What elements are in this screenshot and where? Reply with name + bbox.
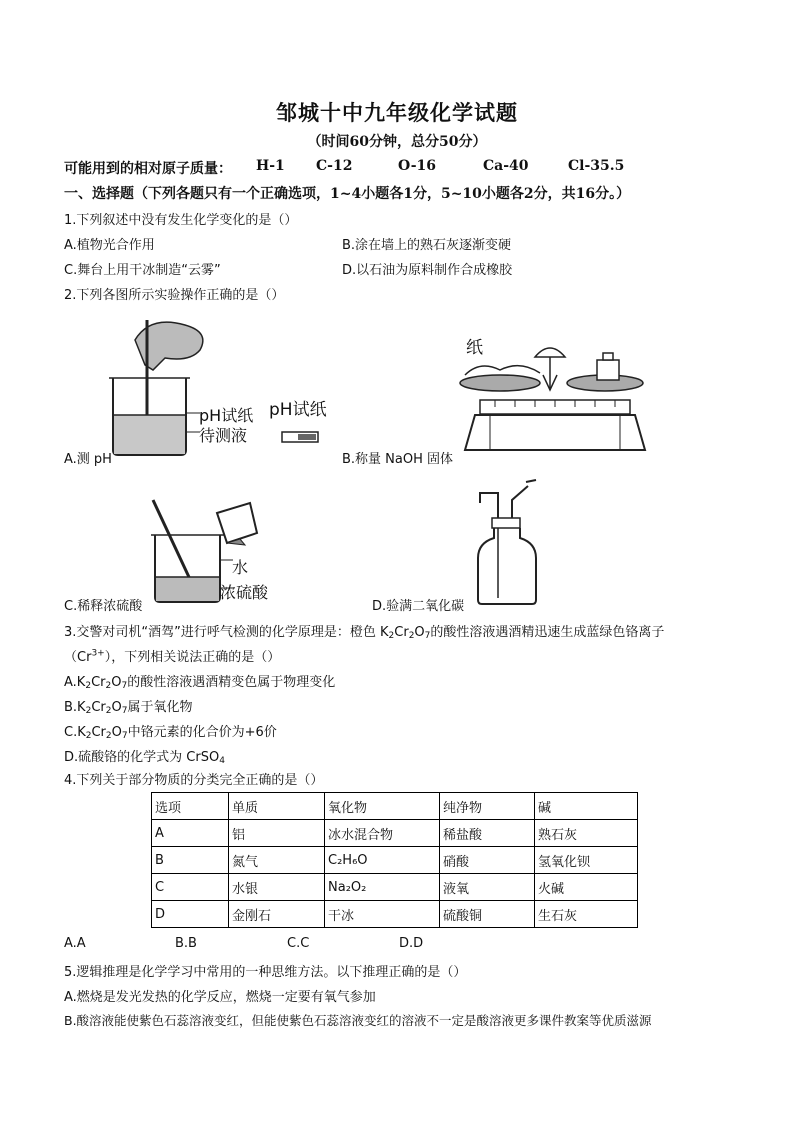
q1-option-b: B.涂在墙上的熟石灰逐渐变硬 [342,238,512,253]
q3-option-b: $B.K_2Cr_2O_7$属于氧化物 [64,700,193,716]
fig-c-label-water: 水 [232,558,249,577]
q3-stem2-post: ），下列相关说法正确的是（） [104,650,281,665]
atomic-mass-cl: Cl-35.5 [568,158,625,174]
fig-b-label-paper: 纸 [466,338,483,358]
q1-option-c: C.舞台上用干冰制造“云雾” [64,263,221,278]
q4-option-a: A.A [64,936,86,951]
table-header-cell: 单质 [229,793,325,820]
q4-option-b: B.B [175,936,197,951]
table-cell: C₂H₆O [325,847,440,874]
table-cell: 火碱 [535,874,638,901]
table-cell: 熟石灰 [535,820,638,847]
q4-option-c: C.C [287,936,310,951]
q3-b-post: 属于氧化物 [127,700,193,715]
table-cell: 硝酸 [440,847,535,874]
table-cell: 金刚石 [229,901,325,928]
table-row [152,874,638,901]
atomic-mass-h: H-1 [256,158,285,174]
table-cell: Na₂O₂ [325,874,440,901]
q2-option-d: D.验满二氧化碳 [372,599,465,614]
figure-balance [455,335,655,455]
q3-c-pre: C.K [64,725,86,740]
table-cell: 铝 [229,820,325,847]
q5-option-b: B.酸溶液能使紫色石蕊溶液变红，但能使紫色石蕊溶液变红的溶液不一定是酸溶液更多课件教案等优质滋源 [64,1013,652,1028]
q3-stem1-post: 的酸性溶液遇酒精迅速生成蓝绿色铬离子 [430,625,665,640]
question-1-stem: 1.下列叙述中没有发生化学变化的是（） [64,213,298,228]
table-cell: D [152,901,229,928]
table-row [152,901,638,928]
section-heading: 一、选择题（下列各题只有一个正确选项，1~4小题各1分，5~10小题各2分，共16分。） [64,186,631,202]
table-row [152,820,638,847]
fig-c-label-acid: 浓硫酸 [220,583,269,602]
table-header-row [152,793,638,820]
table-cell: C [152,874,229,901]
table-cell: 水银 [229,874,325,901]
atomic-mass-line [64,158,744,178]
q3-option-d [64,746,225,766]
q5-option-a: A.燃烧是发光发热的化学反应，燃烧一定要有氧气参加 [64,990,376,1005]
atomic-mass-o: O-16 [398,158,437,174]
table-cell: B [152,847,229,874]
q3-a-post: 的酸性溶液遇酒精变色属于物理变化 [127,675,336,690]
q3-d-pre: D.硫酸铬的化学式为 CrSO [64,750,220,765]
question-3-stem-line1: 3.交警对司机“酒驾”进行呼气检测的化学原理是：橙色 $K_2Cr_2O_7$的酸性溶液遇酒精迅速生成蓝绿色铬离子 [64,625,665,641]
q1-option-d: D.以石油为原料制作合成橡胶 [342,263,513,278]
question-4-stem: 4.下列关于部分物质的分类完全正确的是（） [64,773,324,788]
atomic-mass-c: C-12 [316,158,353,174]
table-cell: A [152,820,229,847]
atomic-mass-ca: Ca-40 [483,158,529,174]
table-cell: 干冰 [325,901,440,928]
table-header-cell: 选项 [152,793,229,820]
classification-table [151,792,638,928]
q2-option-b: B.称量 NaOH 固体 [342,452,454,467]
table-cell: 生石灰 [535,901,638,928]
table-cell: 稀盐酸 [440,820,535,847]
q3-option-c: $C.K_2Cr_2O_7$中铬元素的化合价为+6价 [64,725,277,741]
table-cell: 硫酸铜 [440,901,535,928]
table-cell: 氮气 [229,847,325,874]
q3-stem2-sup: 3+ [91,648,105,659]
fig-a-label-solution: 待测液 [199,426,248,445]
question-5-stem: 5.逻辑推理是化学学习中常用的一种思维方法。以下推理正确的是（） [64,965,467,980]
page-title: 邹城十中九年级化学试题 [276,100,518,125]
q3-stem2-pre: （Cr [64,650,92,665]
figure-gas-bottle [470,478,550,608]
question-3-stem-line2 [64,646,280,665]
fig-a-label-ph-strip: pH试纸 [269,400,327,420]
q3-c-post: 中铬元素的化合价为+6价 [127,725,277,740]
q3-option-a: $A.K_2Cr_2O_7$的酸性溶液遇酒精变色属于物理变化 [64,675,336,691]
q3-stem1-pre: 3.交警对司机“酒驾”进行呼气检测的化学原理是：橙色 K [64,625,389,640]
table-cell: 冰水混合物 [325,820,440,847]
fig-a-label-ph-paper: pH试纸 [199,406,254,425]
q2-option-a: A.测 pH [64,452,112,467]
table-cell: 氢氧化钡 [535,847,638,874]
exam-time-score: （时间60分钟，总分50分） [307,134,487,150]
q1-option-a: A.植物光合作用 [64,238,155,253]
table-header-cell: 纯净物 [440,793,535,820]
q4-option-d: D.D [399,936,424,951]
q2-option-c: C.稀释浓硫酸 [64,599,143,614]
table-cell: 液氧 [440,874,535,901]
table-header-cell: 氧化物 [325,793,440,820]
table-header-cell: 碱 [535,793,638,820]
q3-b-pre: B.K [64,700,86,715]
atomic-mass-label: 可能用到的相对原子质量： [64,161,232,177]
question-2-stem: 2.下列各图所示实验操作正确的是（） [64,288,285,303]
q3-d-sub: 4 [219,756,225,766]
table-row [152,847,638,874]
q3-a-pre: A.K [64,675,86,690]
